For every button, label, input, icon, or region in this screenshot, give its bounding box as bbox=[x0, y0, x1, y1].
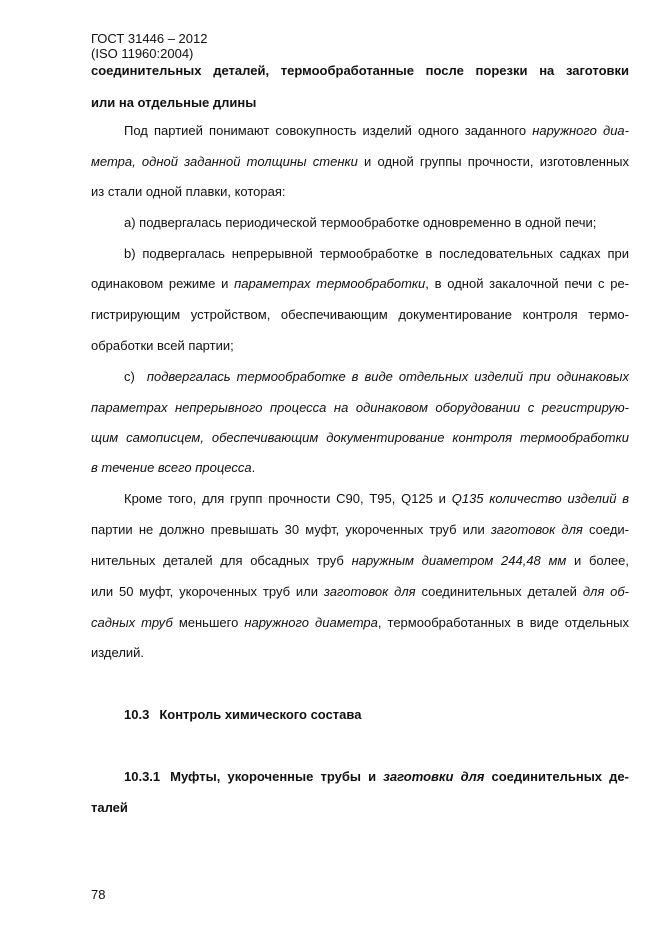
heading-cont-line-1: соединительных деталей, термообработанные после порезки на заготовки bbox=[91, 63, 629, 78]
p2-line-6: изделий. bbox=[91, 645, 145, 660]
p2-line-3: нительных деталей для обсадных труб наружным диаметром 244,48 мм и более, bbox=[91, 553, 629, 568]
p2-line-4: или 50 муфт, укороченных труб или заготовок для соединительных деталей для об- bbox=[91, 584, 630, 599]
section-10-3-heading bbox=[91, 706, 629, 724]
item-c-line-2: параметрах непрерывного процесса на одинаковом оборудовании с регистрирую- bbox=[91, 400, 629, 415]
p1-line-3: из стали одной плавки, которая: bbox=[91, 184, 286, 199]
item-b-line-1: b) подвергалась непрерывной термообработке в последовательных садках при bbox=[124, 246, 629, 261]
section-title: Контроль химического состава bbox=[159, 707, 362, 722]
page-number: 78 bbox=[91, 887, 106, 902]
p2-line-5: садных труб меньшего наружного диаметра, термообработанных в виде отдельных bbox=[91, 615, 629, 630]
document-header bbox=[91, 31, 207, 61]
p2-line-1: Кроме того, для групп прочности С90, Т95, Q125 и Q135 количество изделий в bbox=[124, 491, 630, 506]
heading-cont-line-2: или на отдельные длины bbox=[91, 95, 257, 110]
item-b-line-4: обработки всей партии; bbox=[91, 338, 234, 353]
item-c-line-3: щим самописцем, обеспечивающим документирование контроля термообработки bbox=[91, 430, 629, 445]
standard-code: ГОСТ 31446 – 2012 bbox=[91, 31, 208, 46]
item-c-line-1: с) подвергалась термообработке в виде отдельных изделий при одинаковых bbox=[124, 369, 629, 384]
item-b-line-2: одинаковом режиме и параметрах термообработки, в одной закалочной печи с ре- bbox=[91, 276, 629, 291]
p1-line-1: Под партией понимают совокупность изделий одного заданного наружного диа- bbox=[124, 123, 629, 138]
p2-line-2: партии не должно превышать 30 муфт, укороченных труб или заготовок для соеди- bbox=[91, 522, 630, 537]
section-10-3-1-line-2: талей bbox=[91, 800, 128, 815]
list-item-a: а) подвергалась периодической термообработке одновременно в одной печи; bbox=[124, 215, 597, 230]
subsection-number: 10.3.1 bbox=[124, 769, 161, 784]
section-number: 10.3 bbox=[124, 707, 150, 722]
item-c-line-4: в течение всего процесса. bbox=[91, 460, 256, 475]
p1-line-2: метра, одной заданной толщины стенки и одной группы прочности, изготовленных bbox=[91, 154, 630, 169]
item-b-line-3: гистрирующим устройством, обеспечивающим документирование контроля термо- bbox=[91, 307, 629, 322]
section-10-3-1-heading: 10.3.1 Муфты, укороченные трубы и заготовки для соединительных де- bbox=[124, 769, 629, 784]
iso-reference: (ISO 11960:2004) bbox=[91, 46, 194, 61]
